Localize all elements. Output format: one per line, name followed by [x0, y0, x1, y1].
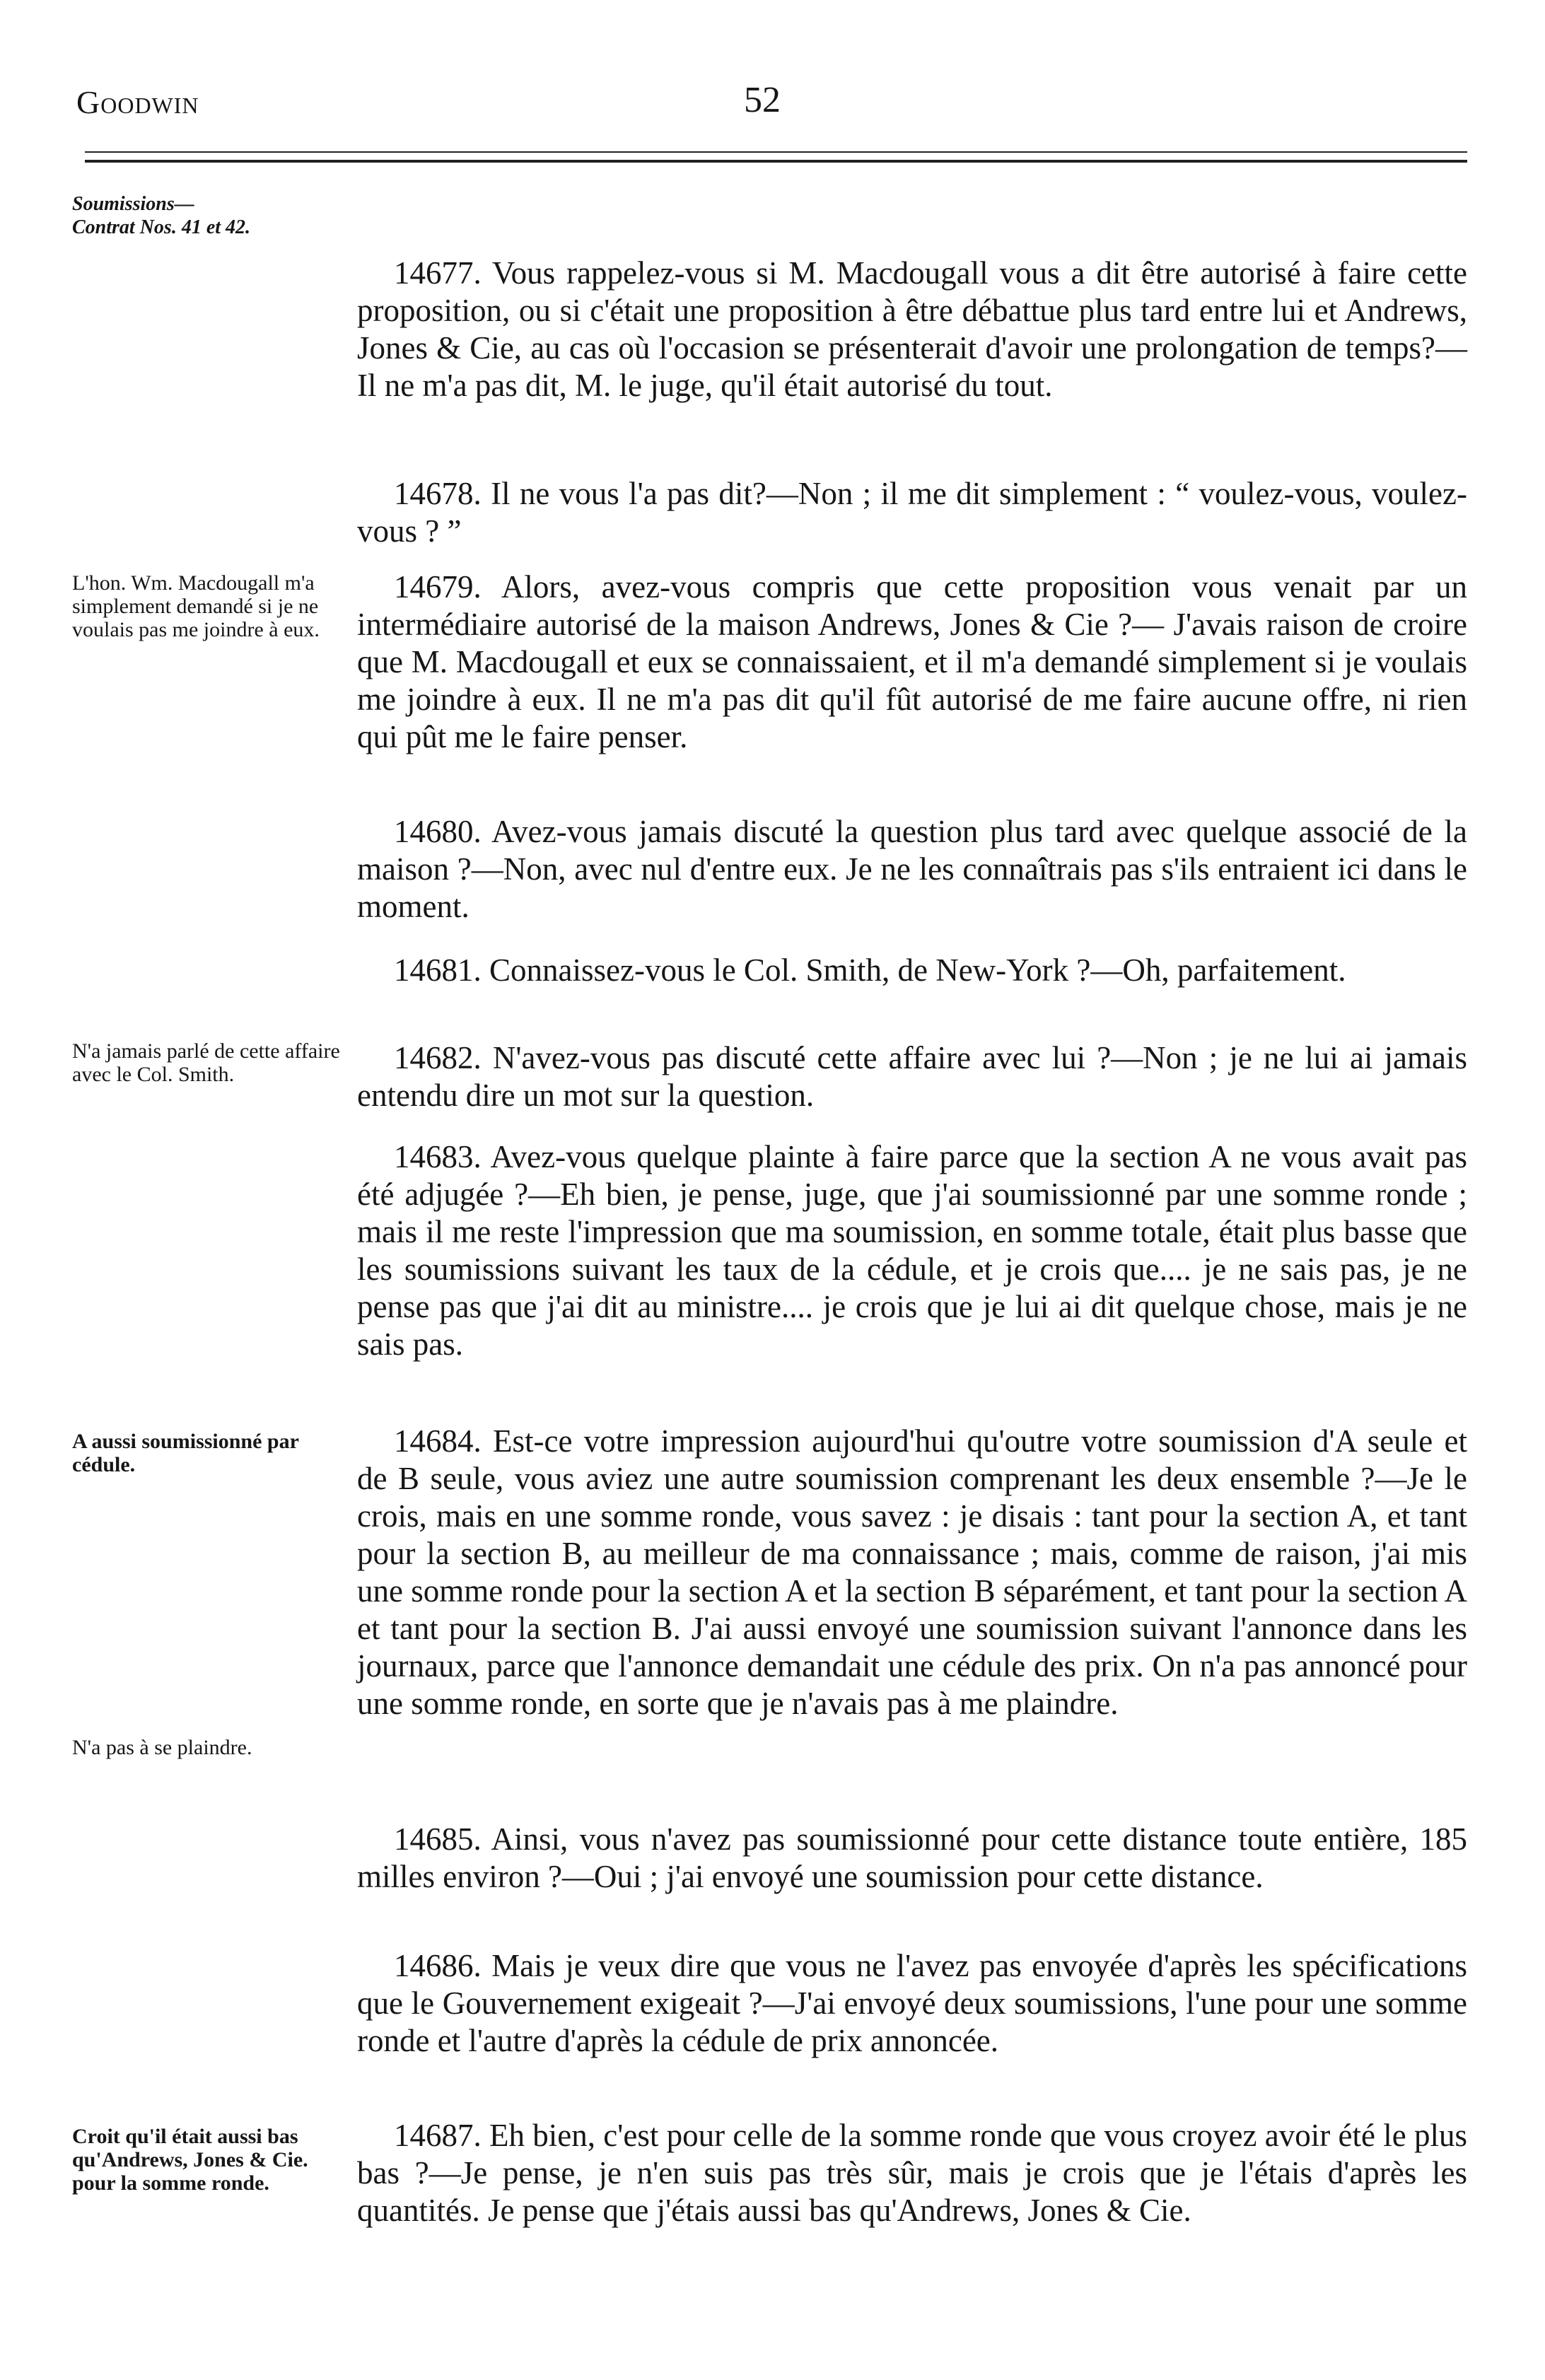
- paragraph-text: Il ne vous l'a pas dit?—Non ; il me dit simplement : “ voulez-vous, voulez-vous ? ”: [357, 476, 1467, 549]
- paragraph-14680: [357, 813, 1467, 926]
- margin-note-somme-ronde: Croit qu'il était aussi bas qu'Andrews, Jones & Cie. pour la somme ronde.: [72, 2125, 308, 2195]
- paragraph-number: 14677.: [394, 255, 482, 291]
- paragraph-text: Alors, avez-vous compris que cette proposition vous venait par un intermédiaire autorisé de la maison Andrews, Jones & Cie ?— J'avais raison de croire que M. Macdougall et eux se connaissaient, et il m'a demandé simplement si je voulais me joindre à eux. Il ne m'a pas dit qu'il fût autorisé de me faire aucune offre, ni rien qui pût me le faire penser.: [357, 569, 1467, 754]
- paragraph-text: Eh bien, c'est pour celle de la somme ronde que vous croyez avoir été le plus bas ?—Je pense, je n'en suis pas très sûr, mais je crois que je l'étais d'après les quantités. Je pense que j'étais aussi bas qu'Andrews, Jones & Cie.: [357, 2118, 1467, 2228]
- paragraph-number: 14682.: [394, 1040, 482, 1075]
- paragraph-text: Avez-vous quelque plainte à faire parce que la section A ne vous avait pas été adjugée ?—Eh bien, je pense, juge, que j'ai soumissionné par une somme ronde ; mais il me reste l'impression que ma soumission, en somme totale, était plus basse que les soumissions suivant les taux de la cédule, et je crois que.... je ne sais pas, je ne pense pas que j'ai dit au ministre.... je crois que je lui ai dit quelque chose, mais je ne sais pas.: [357, 1139, 1467, 1362]
- paragraph-number: 14687.: [394, 2118, 482, 2153]
- paragraph-text: N'avez-vous pas discuté cette affaire avec lui ?—Non ; je ne lui ai jamais entendu dire un mot sur la question.: [357, 1040, 1467, 1113]
- margin-note-plaindre: N'a pas à se plaindre.: [72, 1736, 252, 1759]
- paragraph-text: Vous rappelez-vous si M. Macdougall vous a dit être autorisé à faire cette proposition, ou si c'était une proposition à être débattue plus tard entre lui et Andrews, Jones & Cie, au cas où l'occasion se présenterait d'avoir une prolongation de temps?—Il ne m'a pas dit, M. le juge, qu'il était autorisé du tout.: [357, 255, 1467, 403]
- paragraph-text: Avez-vous jamais discuté la question plus tard avec quelque associé de la maison ?—Non, avec nul d'entre eux. Je ne les connaîtrais pas s'ils entraient ici dans le moment.: [357, 814, 1467, 924]
- margin-note-subject: Soumissions— Contrat Nos. 41 et 42.: [72, 193, 251, 238]
- paragraph-14677: [357, 255, 1467, 404]
- paragraph-14682: [357, 1039, 1467, 1114]
- paragraph-14686: [357, 1947, 1467, 2060]
- paragraph-text: Connaissez-vous le Col. Smith, de New-York ?—Oh, parfaitement.: [489, 952, 1346, 988]
- paragraph-number: 14684.: [394, 1423, 482, 1459]
- paragraph-14683: [357, 1138, 1467, 1363]
- paragraph-number: 14686.: [394, 1948, 482, 1983]
- margin-note-smith: N'a jamais parlé de cette affaire avec le Col. Smith.: [72, 1039, 340, 1086]
- paragraph-text: Ainsi, vous n'avez pas soumissionné pour cette distance toute entière, 185 milles environ ?—Oui ; j'ai envoyé une soumission pour cette distance.: [357, 1821, 1467, 1894]
- paragraph-number: 14679.: [394, 569, 482, 605]
- paragraph-number: 14680.: [394, 814, 482, 849]
- header-rule-thick: [85, 160, 1467, 163]
- header-rule-thin: [85, 151, 1467, 153]
- margin-note-macdougall: L'hon. Wm. Macdougall m'a simplement demandé si je ne voulais pas me joindre à eux.: [72, 571, 320, 641]
- paragraph-number: 14678.: [394, 476, 482, 511]
- paragraph-14681: [357, 952, 1467, 989]
- paragraph-text: Est-ce votre impression aujourd'hui qu'outre votre soumission d'A seule et de B seule, vous aviez une autre soumission comprenant les deux ensemble ?—Je le crois, mais en une somme ronde, vous savez : je disais : tant pour la section A, et tant pour la section B, au meilleur de ma connaissance ; mais, comme de raison, j'ai mis une somme ronde pour la section A et la section B séparément, et tant pour la section A et tant pour la section B. J'ai aussi envoyé une soumission suivant l'annonce dans les journaux, parce que l'annonce demandait une cédule des prix. On n'a pas annoncé pour une somme ronde, en sorte que je n'avais pas à me plaindre.: [357, 1423, 1467, 1721]
- margin-note-cedule: A aussi soumissionné par cédule.: [72, 1430, 299, 1476]
- paragraph-number: 14685.: [394, 1821, 482, 1857]
- paragraph-number: 14683.: [394, 1139, 482, 1174]
- page-number: 52: [744, 80, 781, 120]
- paragraph-14687: [357, 2117, 1467, 2229]
- paragraph-14684: [357, 1423, 1467, 1722]
- paragraph-14678: [357, 475, 1467, 550]
- paragraph-14679: [357, 568, 1467, 756]
- paragraph-number: 14681.: [394, 952, 482, 988]
- paragraph-text: Mais je veux dire que vous ne l'avez pas envoyée d'après les spécifications que le Gouvernement exigeait ?—J'ai envoyé deux soumissions, l'une pour une somme ronde et l'autre d'après la cédule de prix annoncée.: [357, 1948, 1467, 2058]
- paragraph-14685: [357, 1821, 1467, 1896]
- running-title: Goodwin: [76, 84, 199, 120]
